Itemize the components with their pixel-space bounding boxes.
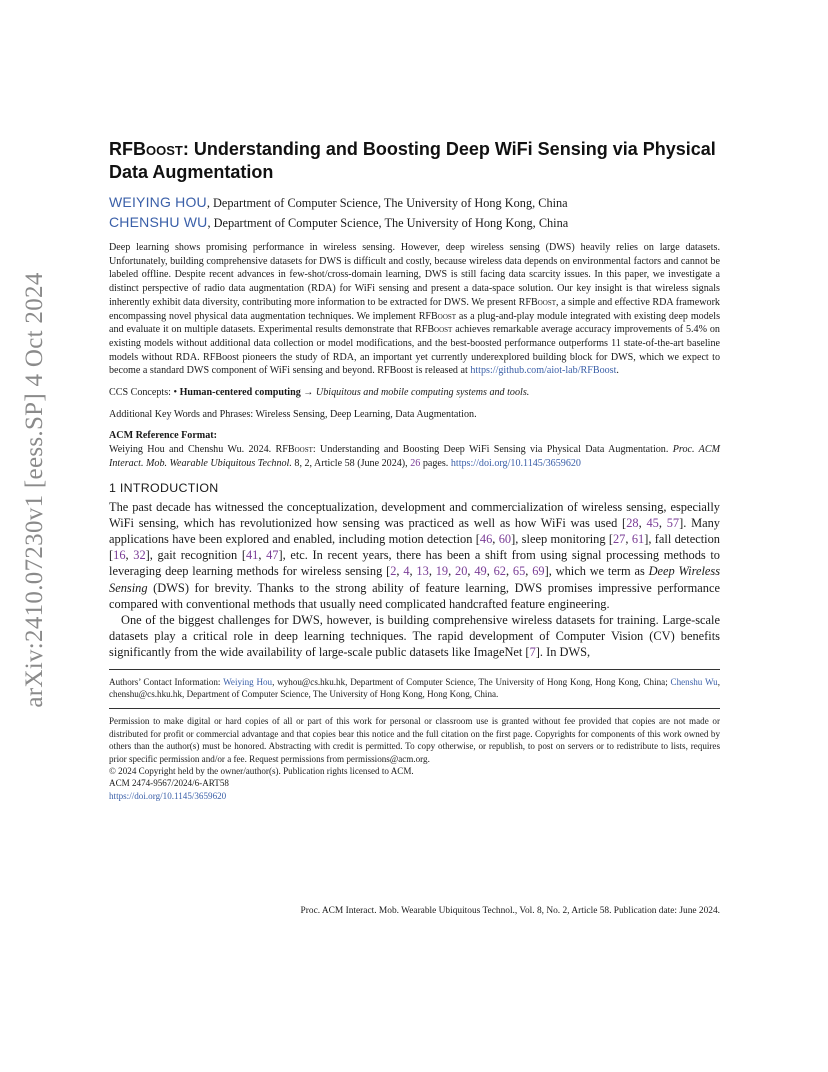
doi-link[interactable]: https://doi.org/10.1145/3659620 [450,457,581,469]
body-text: , [396,564,404,579]
citation-link[interactable]: 28 [626,515,639,530]
body-text: , [486,564,494,579]
paper-page [109,138,720,802]
paper-title [109,138,720,184]
body-text: , [638,515,647,530]
keywords: Additional Key Words and Phrases: Wireless Sensing, Deep Learning, Data Augmentation. [109,408,477,420]
permission-notice: Permission to make digital or hard copies of all or part of this work for personal or classroom use is granted without fee provided that copies are not made or distributed for profit or commercial advantage and that copies bear this notice and the full citation on the first page. Copyrights for components of this work owned by others than the author(s) must be honored. Abstracting with credit is permitted. To copy otherwise, or republish, to post on servers or to redistribute to lists, requires prior specific permission and/or a fee. Request permissions from permissions@acm.org. [109,716,720,764]
abstract-smallcaps: oost [537,296,557,308]
ref-text: 8, 2, Article 58 (June 2024), [291,457,411,469]
body-text: , [409,564,417,579]
citation-link[interactable]: 32 [133,548,146,563]
citation-link[interactable]: 69 [532,564,545,579]
ccs-concepts [109,386,720,400]
citation-link[interactable]: 49 [474,564,487,579]
ref-journal: Proc. ACM Interact. Mob. Wearable Ubiquitous Technol. [109,444,720,469]
body-text: , [428,564,436,579]
citation-link[interactable]: 41 [245,548,259,563]
body-text: , [625,531,632,546]
title-rest: : Understanding and Boosting Deep WiFi Sensing via Physical Data Augmentation [109,139,716,182]
body-text: ]. In DWS, [535,645,591,660]
citation-link[interactable]: 13 [416,564,429,579]
body-text: , [506,564,513,579]
ref-text: Weiying Hou and Chenshu Wu. 2024. RFB [109,444,295,456]
body-text: ], etc. In recent years, there has been a shift from using signal processing methods to leveraging deep learning methods for wireless sensing [ [109,548,721,579]
author-name[interactable]: CHENSHU WU [109,214,208,230]
abstract [109,241,720,378]
abstract-text: achieves remarkable average accuracy improvements of 5.4% on existing models without additional data collection or model modifications, and the best-boosted performance outperforms 11 state-of-the-art baseline models without RDA. RFBoost pioneers the study of RDA, an important yet currently underexplored building block for DWS, which we expect to become a standard DWS component of WiFi sensing and beyond. RFBoost is released at [109,324,720,377]
author-contact-footnote [109,676,720,701]
author-affiliation: , Department of Computer Science, The University of Hong Kong, China [206,196,568,210]
citation-link[interactable]: 65 [512,564,526,579]
ref-text: : Understanding and Boosting Deep WiFi Sensing via Physical Data Augmentation. [312,444,673,456]
ref-smallcaps: oost [294,444,313,456]
citation-link[interactable]: 2 [390,564,397,579]
copyright-line: © 2024 Copyright held by the owner/author(s). Publication rights licensed to ACM. [109,766,414,777]
running-footer: Proc. ACM Interact. Mob. Wearable Ubiquitous Technol., Vol. 8, No. 2, Article 58. Publication date: June 2024. [300,906,720,916]
author-link[interactable]: Weiying Hou [223,676,273,687]
body-text: , [492,531,499,546]
doi-footer-link[interactable]: https://doi.org/10.1145/3659620 [109,790,227,801]
acm-reference-heading: ACM Reference Format: [109,430,217,442]
body-text: ], gait recognition [ [145,548,246,563]
pages-link[interactable]: 26 [410,457,421,469]
author-affiliation: , Department of Computer Science, The University of Hong Kong, China [207,216,569,230]
body-text: One of the biggest challenges for DWS, however, is building comprehensive wireless datasets for training. Large-scale datasets play a critical role in deep learning techniques. The rapid development of Computer Vision (CV) benefits significantly from the wide availability of large-scale public datasets like ImageNet [ [109,612,720,660]
body-text: , [125,548,134,563]
section-heading-introduction: 1 INTRODUCTION [109,480,219,495]
arxiv-sidebar-stamp [20,272,50,708]
body-text: , [467,564,475,579]
citation-link[interactable]: 47 [266,548,279,563]
abstract-text: Deep learning shows promising performance in wireless sensing. However, deep wireless sensing (DWS) heavily relies on large datasets. Unfortunately, building comprehensive datasets for DWS is difficult and costly, because wireless data depends on environmental factors and cannot be labeled offline. Despite recent advances in few-shot/cross-domain learning, DWS is still facing data scarcity issues. In this paper, we investigate a distinct perspective of radio data augmentation (RDA) for WiFi sensing and present a data-space solution. Our key insight is that wireless signals inherently exhibit data diversity, contributing more information to be extracted for DWS. We present RFB [109,242,720,308]
arxiv-identifier: arXiv:2410.07230v1 [eess.SP] 4 Oct 2024 [21,272,48,708]
body-text: ]. Many applications have been explored and enabled, including motion detection [ [109,515,721,546]
citation-link[interactable]: 60 [498,531,512,546]
acm-reference-text [109,443,720,470]
acm-reference [109,429,720,470]
emphasis-text: Deep Wireless Sensing [109,564,721,595]
citation-link[interactable]: 27 [612,531,626,546]
footnote-text: , wyhou@cs.hku.hk, Department of Computer Science, The University of Hong Kong, Hong Kong, China; [272,676,671,687]
citation-link[interactable]: 57 [666,515,680,530]
body-text: , [658,515,667,530]
citation-link[interactable]: 7 [529,645,536,660]
ref-text: pages. [420,457,451,469]
body-text: , [525,564,533,579]
arrow-icon: → [300,387,316,399]
abstract-text: , a simple and effective RDA framework encompassing novel physical data augmentation techniques. We implement RFB [109,296,720,322]
ccs-category: Human-centered computing [179,387,301,399]
abstract-text: as a plug-and-play module integrated with existing deep models and evaluate it on multiple datasets. Experimental results demonstrate that RFB [109,310,720,336]
citation-link[interactable]: 46 [479,531,493,546]
title-smallcaps: oost [146,139,183,159]
footnote-text: , chenshu@cs.hku.hk, Department of Computer Science, The University of Hong Kong, Hong Kong, China. [109,676,721,699]
abstract-smallcaps: oost [434,324,453,336]
citation-link[interactable]: 62 [493,564,506,579]
footnote-text: Authors’ Contact Information: [109,676,224,687]
body-text: ], fall detection [ [109,531,721,563]
intro-paragraph [109,612,720,661]
author-line [109,193,720,213]
permission-divider [109,708,720,709]
citation-link[interactable]: 45 [646,515,659,530]
author-list [109,193,720,233]
footnote-divider [109,669,720,670]
body-text: , [258,548,267,563]
ccs-subcategory: Ubiquitous and mobile computing systems and tools. [315,387,530,399]
author-name[interactable]: WEIYING HOU [109,194,207,210]
citation-link[interactable]: 61 [631,531,645,546]
abstract-smallcaps: oost [437,310,457,322]
body-text: ], sleep monitoring [ [511,531,613,546]
issn-line: ACM 2474-9567/2024/6-ART58 [109,778,229,789]
body-text: The past decade has witnessed the conceptualization, development and commercialization of wireless sensing, especially WiFi sensing, which has revolutionized how sensing was practiced as well as how WiFi was used [ [109,499,720,530]
author-line [109,213,720,233]
ccs-label: CCS Concepts: • [109,387,180,399]
github-link[interactable]: https://github.com/aiot-lab/RFBoost [470,365,617,377]
body-text: , [448,564,456,579]
intro-paragraph [109,499,720,612]
abstract-text: . [616,365,619,377]
body-text: (DWS) for brevity. Thanks to the strong ability of feature learning, DWS promises impressive performance compared with conventional methods that usually need complicated handcrafted feature engineering. [109,580,720,611]
citation-link[interactable]: 4 [403,564,410,579]
title-prefix: RFB [109,139,146,159]
citation-link[interactable]: 16 [113,548,126,563]
author-link[interactable]: Chenshu Wu [670,676,718,687]
body-text: ], which we term as [544,564,649,579]
citation-link[interactable]: 20 [455,564,468,579]
citation-link[interactable]: 19 [435,564,449,579]
